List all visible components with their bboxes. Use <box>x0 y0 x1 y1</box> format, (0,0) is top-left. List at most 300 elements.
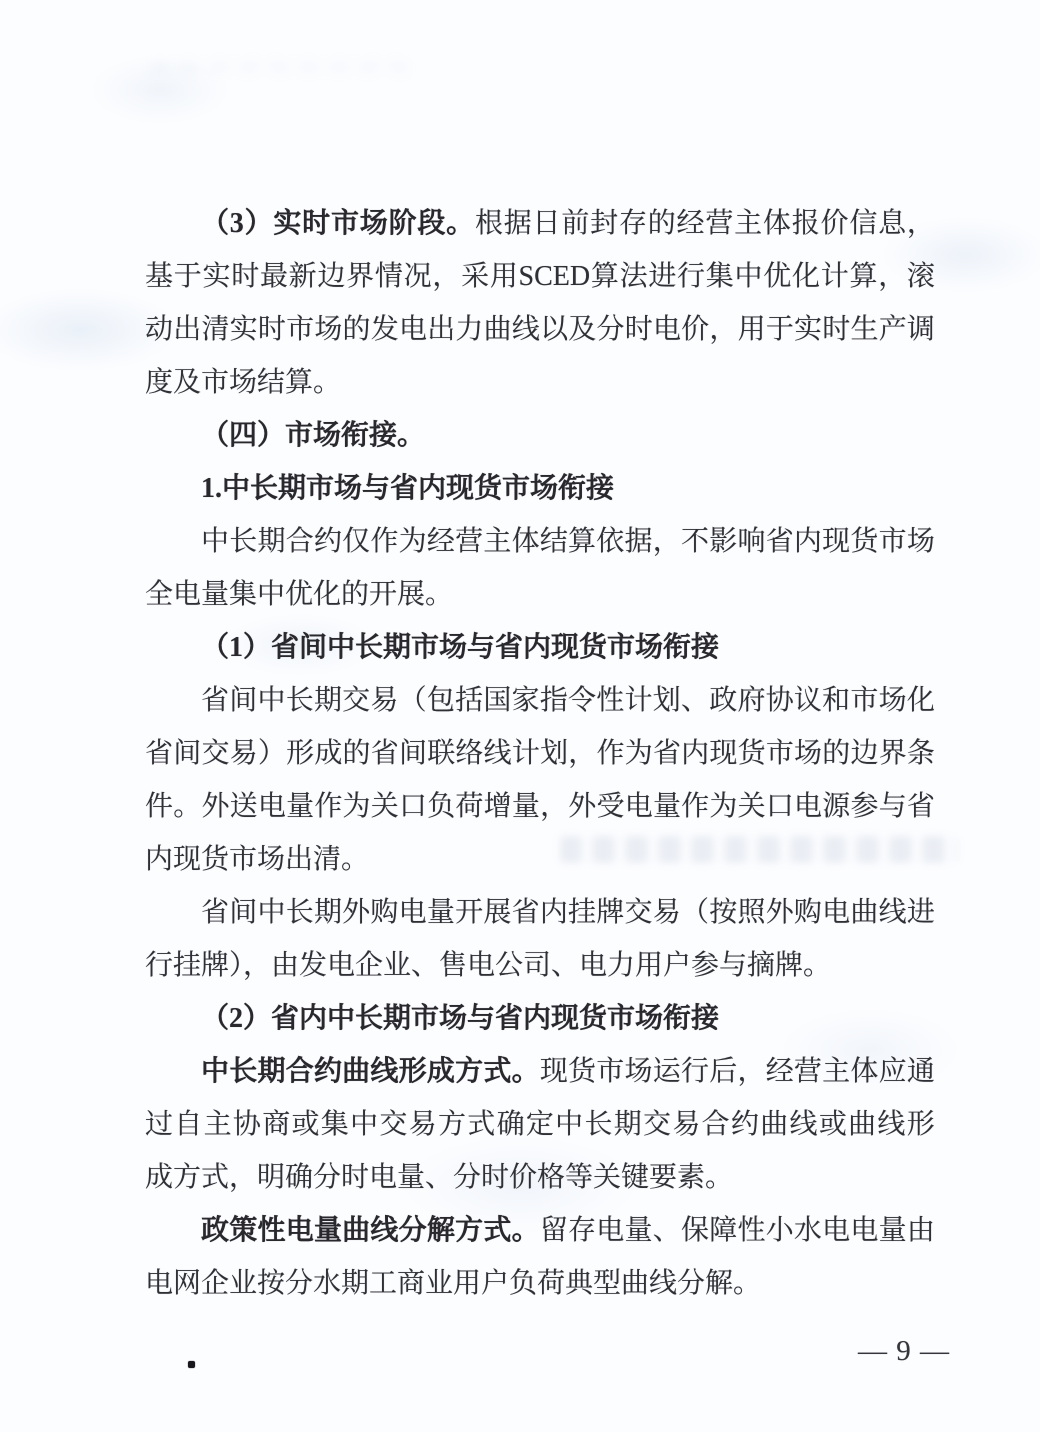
text-run: 时 <box>624 314 653 345</box>
text-run: 况 <box>403 261 432 292</box>
text-run: 间 <box>398 738 427 769</box>
text-run: 进 <box>648 261 677 292</box>
text-run: 障 <box>709 1215 738 1246</box>
text-run: 中 <box>350 1109 379 1140</box>
bold-run: （ <box>201 208 230 239</box>
text-run: 间 <box>229 685 258 716</box>
text-run: 用 <box>489 261 518 292</box>
text-run: 实 <box>229 314 258 345</box>
bold-run: 阶 <box>388 208 417 239</box>
text-run: 算 <box>590 261 619 292</box>
text-run: 交 <box>624 897 653 928</box>
text-run: 省 <box>201 685 230 716</box>
text-run: 计 <box>820 261 849 292</box>
text-run: 经 <box>676 208 705 239</box>
bold-run: 1.中长期市场与省内现货市场衔接 <box>201 473 615 504</box>
text-run: 滚 <box>906 261 935 292</box>
text-run: 络 <box>455 738 484 769</box>
text-run: 口 <box>765 791 794 822</box>
text-run: 作 <box>681 791 710 822</box>
text-run: 议 <box>793 685 822 716</box>
text-line <box>145 1151 935 1204</box>
text-line <box>145 780 935 833</box>
text-run: ， <box>709 314 738 345</box>
text-run: 界 <box>346 261 375 292</box>
text-run: 体 <box>850 1056 879 1087</box>
text-run: 体 <box>511 526 540 557</box>
bold-run: 。 <box>511 1056 540 1087</box>
text-line <box>145 568 935 621</box>
text-run: 作 <box>370 526 399 557</box>
text-run: 线 <box>483 738 512 769</box>
text-run: 作 <box>314 791 343 822</box>
bold-run: 时 <box>302 208 331 239</box>
text-run: 市 <box>878 526 907 557</box>
text-run: 息 <box>878 208 907 239</box>
text-run: 作 <box>596 738 625 769</box>
text-run: 现 <box>822 526 851 557</box>
bold-run: 线 <box>370 1056 399 1087</box>
bold-run: 线 <box>370 1215 399 1246</box>
bold-run: 。 <box>446 208 475 239</box>
text-run: 新 <box>288 261 317 292</box>
text-run: 边 <box>317 261 346 292</box>
text-run: 仅 <box>342 526 371 557</box>
text-run: 后 <box>709 1056 738 1087</box>
text-run: 量 <box>426 897 455 928</box>
text-run: 形 <box>286 738 315 769</box>
text-run: 分 <box>596 314 625 345</box>
text-run: 为 <box>624 738 653 769</box>
text-line <box>145 409 935 462</box>
text-run: 场 <box>878 685 907 716</box>
text-run: 协 <box>232 1109 261 1140</box>
text-run: 曲 <box>760 1109 789 1140</box>
text-run: 运 <box>652 1056 681 1087</box>
text-run: 力 <box>455 314 484 345</box>
text-run: 电 <box>652 314 681 345</box>
bold-run: 成 <box>426 1056 455 1087</box>
text-run: 信 <box>849 208 878 239</box>
text-run: ， <box>737 1056 766 1087</box>
bold-run: 段 <box>417 208 446 239</box>
text-run: 市 <box>286 314 315 345</box>
text-run: 货 <box>850 526 879 557</box>
text-run: ， <box>432 261 461 292</box>
text-run: 省 <box>145 738 174 769</box>
text-run: 或 <box>291 1109 320 1140</box>
text-run: 场 <box>906 526 935 557</box>
text-run: 负 <box>427 791 456 822</box>
text-run: 自 <box>174 1109 203 1140</box>
text-run: 价 <box>681 314 710 345</box>
bold-run: （四）市场衔接。 <box>201 420 426 451</box>
text-run: （ <box>398 685 427 716</box>
text-run: ， <box>878 261 907 292</box>
text-run: 度及市场结算。 <box>145 367 342 398</box>
text-run: 指 <box>539 685 568 716</box>
text-run: 根 <box>474 208 503 239</box>
text-run: 电网企业按分水期工商业用户负荷典型曲线分解。 <box>145 1268 762 1299</box>
text-run: 线 <box>511 314 540 345</box>
text-run: 计 <box>624 685 653 716</box>
text-run: 购 <box>793 897 822 928</box>
text-run: 出 <box>173 314 202 345</box>
text-line <box>145 1204 935 1257</box>
text-run: 外 <box>342 897 371 928</box>
bold-run: 中 <box>201 1056 230 1087</box>
text-run: 存 <box>618 208 647 239</box>
text-run: 集 <box>320 1109 349 1140</box>
text-run: 产 <box>878 314 907 345</box>
text-line <box>145 727 935 780</box>
text-run: 封 <box>590 208 619 239</box>
text-run: 经 <box>765 1056 794 1087</box>
text-run: 确 <box>496 1109 525 1140</box>
text-run: 主 <box>203 1109 232 1140</box>
bold-run: 。 <box>511 1215 540 1246</box>
text-run: 省 <box>201 897 230 928</box>
page-number: — 9 — <box>858 1335 950 1367</box>
text-run: 留 <box>539 1215 568 1246</box>
text-line <box>145 1098 935 1151</box>
text-run: 经 <box>426 526 455 557</box>
text-run: 易 <box>672 1109 701 1140</box>
text-run: 、 <box>680 685 709 716</box>
text-run: 形 <box>906 1109 935 1140</box>
text-run: 电 <box>596 1215 625 1246</box>
text-run: 进 <box>906 897 935 928</box>
text-line <box>145 674 935 727</box>
text-run: 内 <box>793 526 822 557</box>
text-run: 省 <box>370 738 399 769</box>
text-run: 及 <box>568 314 597 345</box>
text-run: 电 <box>850 1215 879 1246</box>
text-run: 电 <box>794 791 823 822</box>
text-run: 长 <box>229 526 258 557</box>
text-run: SCED <box>518 261 591 292</box>
text-run: 情 <box>374 261 403 292</box>
text-run: 现 <box>709 738 738 769</box>
bold-run: 式 <box>483 1215 512 1246</box>
bold-run: 性 <box>257 1215 286 1246</box>
text-run: 交 <box>342 685 371 716</box>
text-run: 营 <box>705 208 734 239</box>
text-run: 存 <box>568 1215 597 1246</box>
text-run: 以 <box>540 314 569 345</box>
text-run: 市 <box>765 738 794 769</box>
text-run: 展 <box>483 897 512 928</box>
text-run: 参 <box>850 791 879 822</box>
text-run: 期 <box>313 685 342 716</box>
text-run: 与 <box>878 791 907 822</box>
text-run: 联 <box>427 738 456 769</box>
text-run: 内现货市场出清。 <box>145 844 370 875</box>
bold-run: 场 <box>359 208 388 239</box>
document-body <box>145 197 935 1310</box>
text-run: 边 <box>850 738 879 769</box>
text-run: 成 <box>314 738 343 769</box>
text-run: 线 <box>878 897 907 928</box>
text-run: 交 <box>643 1109 672 1140</box>
text-run: 日 <box>532 208 561 239</box>
text-run: 化 <box>906 685 935 716</box>
text-run: 集 <box>705 261 734 292</box>
text-run: 省 <box>652 738 681 769</box>
text-run: 报 <box>791 208 820 239</box>
text-run: 水 <box>793 1215 822 1246</box>
text-run: 内 <box>681 738 710 769</box>
text-run: 主 <box>822 1056 851 1087</box>
text-run: 电 <box>257 791 286 822</box>
text-run: 购 <box>370 897 399 928</box>
text-run: 全电量集中优化的开展。 <box>145 579 454 610</box>
text-run: 不 <box>680 526 709 557</box>
text-run: 通 <box>906 1056 935 1087</box>
text-run: 令 <box>568 685 597 716</box>
text-run: 关 <box>370 791 399 822</box>
bold-run: 实 <box>273 208 302 239</box>
ink-dot-artifact <box>188 1361 195 1368</box>
text-run: 调 <box>906 314 935 345</box>
text-run: 合 <box>701 1109 730 1140</box>
text-run: 中 <box>257 897 286 928</box>
text-run: 行 <box>680 1056 709 1087</box>
text-run: 划 <box>652 685 681 716</box>
text-run: 受 <box>596 791 625 822</box>
text-run: 采 <box>461 261 490 292</box>
text-run: 期 <box>257 526 286 557</box>
text-run: 划 <box>540 738 569 769</box>
text-line <box>145 197 935 250</box>
text-run: 外 <box>201 791 230 822</box>
text-run: 的 <box>647 208 676 239</box>
text-run: 场 <box>314 314 343 345</box>
text-run: 法 <box>619 261 648 292</box>
text-run: 和 <box>822 685 851 716</box>
text-run: 清 <box>201 314 230 345</box>
text-run: 电 <box>398 897 427 928</box>
text-run: 实 <box>202 261 231 292</box>
text-run: 交 <box>379 1109 408 1140</box>
text-run: 外 <box>568 791 597 822</box>
text-run: 市 <box>596 1056 625 1087</box>
text-run: 优 <box>763 261 792 292</box>
bold-run: 分 <box>398 1215 427 1246</box>
text-run: 。 <box>173 791 202 822</box>
text-run: 约 <box>313 526 342 557</box>
text-line <box>145 356 935 409</box>
text-line <box>145 833 935 886</box>
text-run: 界 <box>878 738 907 769</box>
text-run: 场 <box>794 738 823 769</box>
text-run: 府 <box>737 685 766 716</box>
text-run: 交 <box>201 738 230 769</box>
bold-run: 曲 <box>342 1215 371 1246</box>
text-run: 关 <box>737 791 766 822</box>
text-run: 价 <box>820 208 849 239</box>
scan-noise-artifact <box>150 60 410 74</box>
text-run: 开 <box>455 897 484 928</box>
text-run: 量 <box>511 791 540 822</box>
text-run: 性 <box>596 685 625 716</box>
text-run: 依 <box>596 526 625 557</box>
bold-run: 3 <box>229 208 244 239</box>
text-run: 成方式，明确分时电量、分时价格等关键要素。 <box>145 1162 734 1193</box>
text-run: 或 <box>818 1109 847 1140</box>
bold-run: （1）省间中长期市场与省内现货市场衔接 <box>201 632 720 663</box>
text-run: ， <box>906 208 935 239</box>
bold-run: 量 <box>313 1215 342 1246</box>
text-line <box>145 992 935 1045</box>
text-line <box>145 515 935 568</box>
text-run: 现 <box>539 1056 568 1087</box>
text-run: 省 <box>765 526 794 557</box>
text-run: 括 <box>455 685 484 716</box>
text-run: 挂 <box>568 897 597 928</box>
text-run: 易 <box>408 1109 437 1140</box>
text-run: 电 <box>624 791 653 822</box>
text-run: 于 <box>173 261 202 292</box>
text-run: 营 <box>793 1056 822 1087</box>
text-run: 应 <box>878 1056 907 1087</box>
text-run: 源 <box>822 791 851 822</box>
text-run: 线 <box>877 1109 906 1140</box>
text-line <box>145 939 935 992</box>
text-run: 的 <box>342 314 371 345</box>
text-run: 行挂牌），由发电企业、售电公司、电力用户参与摘牌。 <box>145 950 832 981</box>
text-run: 件 <box>145 791 174 822</box>
bold-run: ） <box>244 208 273 239</box>
text-line <box>145 1045 935 1098</box>
text-run: 时 <box>257 314 286 345</box>
text-run: 荷 <box>455 791 484 822</box>
text-run: 货 <box>568 1056 597 1087</box>
text-run: 长 <box>584 1109 613 1140</box>
bold-run: 方 <box>455 1056 484 1087</box>
text-run: 中 <box>734 261 763 292</box>
text-run: 定 <box>525 1109 554 1140</box>
text-run: 影 <box>709 526 738 557</box>
text-run: 式 <box>467 1109 496 1140</box>
text-run: 结 <box>539 526 568 557</box>
bold-run: 长 <box>229 1056 258 1087</box>
text-run: 政 <box>709 685 738 716</box>
text-run: 间 <box>229 897 258 928</box>
text-run: 主 <box>734 208 763 239</box>
text-run: 基 <box>145 261 174 292</box>
text-run: 发 <box>370 314 399 345</box>
bold-run: （2）省内中长期市场与省内现货市场衔接 <box>201 1003 720 1034</box>
text-run: 由 <box>906 1215 935 1246</box>
text-run: 市 <box>850 685 879 716</box>
text-run: 的 <box>342 738 371 769</box>
text-run: 为 <box>342 791 371 822</box>
text-run: 为 <box>398 526 427 557</box>
text-run: 量 <box>286 791 315 822</box>
text-run: 于 <box>765 314 794 345</box>
bold-run: 约 <box>313 1056 342 1087</box>
text-run: 曲 <box>848 1109 877 1140</box>
text-run: 量 <box>652 791 681 822</box>
text-run: 期 <box>313 897 342 928</box>
text-run: 照 <box>737 897 766 928</box>
bold-run: 期 <box>257 1056 286 1087</box>
text-run: 电 <box>398 314 427 345</box>
bold-run: 解 <box>426 1215 455 1246</box>
text-run: 送 <box>229 791 258 822</box>
text-run: 期 <box>613 1109 642 1140</box>
text-run: 曲 <box>850 897 879 928</box>
text-run: 过 <box>145 1109 174 1140</box>
text-run: ， <box>568 738 597 769</box>
text-run: 为 <box>709 791 738 822</box>
text-run: ） <box>257 738 286 769</box>
text-run: 营 <box>455 526 484 557</box>
text-run: 间 <box>173 738 202 769</box>
text-run: 动 <box>145 314 174 345</box>
text-run: 生 <box>850 314 879 345</box>
text-run: 据 <box>624 526 653 557</box>
text-run: 省 <box>906 791 935 822</box>
text-run: 中 <box>555 1109 584 1140</box>
text-run: 电 <box>822 1215 851 1246</box>
text-run: 包 <box>426 685 455 716</box>
text-run: 条 <box>906 738 935 769</box>
text-run: 易 <box>229 738 258 769</box>
text-line <box>145 462 935 515</box>
text-run: 化 <box>791 261 820 292</box>
text-line <box>145 303 935 356</box>
text-run: 长 <box>285 685 314 716</box>
text-run: 出 <box>427 314 456 345</box>
text-run: 约 <box>730 1109 759 1140</box>
text-run: 、 <box>652 1215 681 1246</box>
bold-run: 曲 <box>342 1056 371 1087</box>
text-line <box>145 250 935 303</box>
text-run: 场 <box>624 1056 653 1087</box>
text-run: 增 <box>483 791 512 822</box>
text-run: 口 <box>398 791 427 822</box>
text-run: 易 <box>370 685 399 716</box>
bold-run: 电 <box>285 1215 314 1246</box>
text-run: 外 <box>765 897 794 928</box>
text-run: 算 <box>849 261 878 292</box>
bold-run: 市 <box>330 208 359 239</box>
text-run: 国 <box>483 685 512 716</box>
text-run: 算 <box>568 526 597 557</box>
bold-run: 形 <box>398 1056 427 1087</box>
text-run: 前 <box>561 208 590 239</box>
text-run: 易 <box>652 897 681 928</box>
text-run: 商 <box>262 1109 291 1140</box>
text-run: 时 <box>231 261 260 292</box>
text-run: ， <box>540 791 569 822</box>
text-run: 体 <box>762 208 791 239</box>
text-run: 中 <box>201 526 230 557</box>
text-run: 保 <box>680 1215 709 1246</box>
text-line <box>145 886 935 939</box>
bold-run: 政 <box>201 1215 230 1246</box>
text-run: 线 <box>789 1109 818 1140</box>
text-run: 牌 <box>596 897 625 928</box>
text-run: 量 <box>878 1215 907 1246</box>
text-run: 小 <box>765 1215 794 1246</box>
text-run: 最 <box>259 261 288 292</box>
text-run: 方 <box>437 1109 466 1140</box>
text-run: 货 <box>737 738 766 769</box>
text-run: （ <box>680 897 709 928</box>
